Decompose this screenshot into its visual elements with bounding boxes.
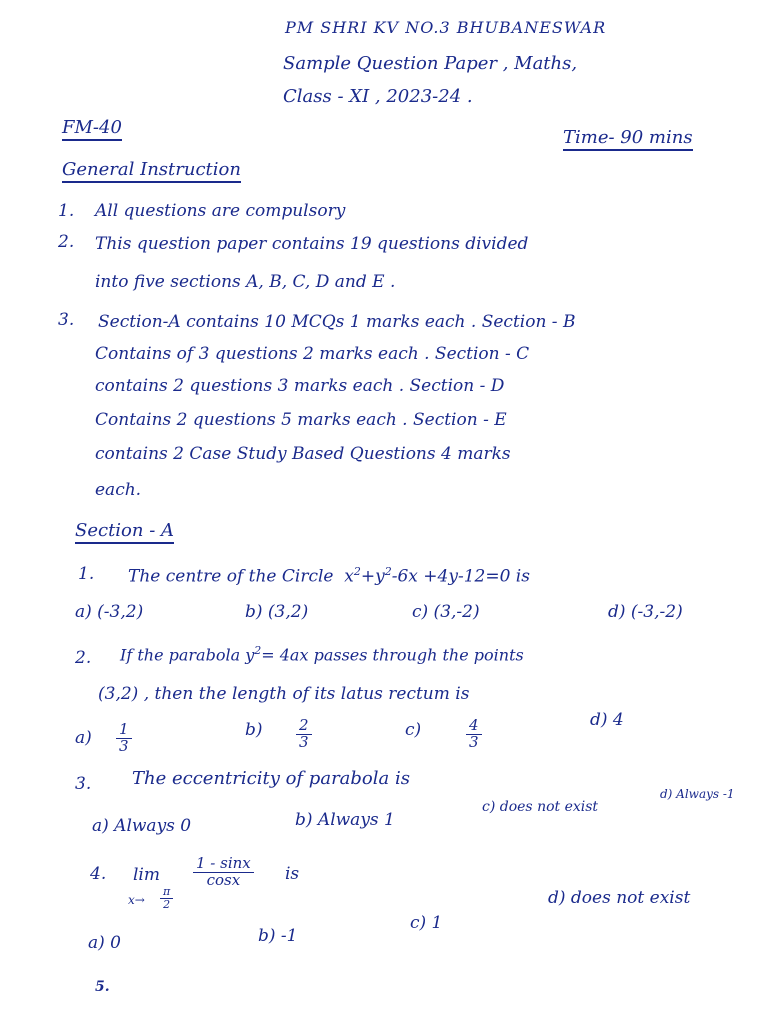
instruction-number: 1.: [58, 201, 75, 221]
q3-option-c: c) does not exist: [482, 799, 599, 815]
instruction-number: 2.: [58, 232, 75, 252]
q4-lim-fraction: $\frac{\pi}{2}$: [160, 886, 173, 910]
q2-line1: If the parabola $y^2= 4ax$ passes through the points: [120, 644, 524, 665]
q2-option-a-fraction: $\frac{1}{3}$: [116, 722, 132, 755]
instruction-line: All questions are compulsory: [95, 201, 346, 221]
time-allowed: Time- 90 mins: [563, 129, 693, 151]
q4-option-c: c) 1: [410, 913, 443, 933]
paper-title: Sample Question Paper , Maths,: [283, 53, 578, 74]
q4-option-d: d) does not exist: [548, 888, 691, 908]
q1-option-a: a) (-3,2): [75, 602, 144, 622]
instruction-line: Contains of 3 questions 2 marks each . Section - C: [95, 344, 530, 364]
instruction-line: This question paper contains 19 questions divided: [95, 234, 529, 254]
q4-lim-subscript: x→: [128, 893, 145, 907]
q4-option-a: a) 0: [88, 933, 121, 953]
q3-option-a: a) Always 0: [92, 816, 192, 836]
section-a-heading: Section - A: [75, 522, 174, 544]
q2-option-d: d) 4: [590, 710, 624, 730]
q1-option-c: c) (3,-2): [412, 602, 480, 622]
q1-text: The centre of the Circle $x^2+y^2-6x +4y-12=0$ is: [128, 565, 530, 587]
class-year: Class - XI , 2023-24 .: [283, 86, 473, 107]
q4-option-b: b) -1: [258, 926, 298, 946]
q1-option-b: b) (3,2): [245, 602, 309, 622]
q2-option-c-fraction: $\frac{4}{3}$: [466, 718, 482, 751]
instruction-line: into five sections A, B, C, D and E .: [95, 272, 396, 292]
question-number: 2.: [75, 648, 92, 668]
instruction-line: Section-A contains 10 MCQs 1 marks each . Section - B: [98, 312, 576, 332]
q3-text: The eccentricity of parabola is: [132, 768, 410, 789]
q2-option-label: b): [245, 720, 263, 740]
instruction-number: 3.: [58, 310, 75, 330]
q2-option-label: c): [405, 720, 422, 740]
q3-option-d: d) Always -1: [660, 787, 735, 801]
instruction-line: contains 2 Case Study Based Questions 4 marks: [95, 444, 511, 464]
q2-option-label: a): [75, 728, 92, 748]
q1-option-d: d) (-3,-2): [608, 602, 683, 622]
full-marks: FM-40: [62, 119, 122, 141]
q2-line2: (3,2) , then the length of its latus rectum is: [98, 684, 470, 704]
question-number: 1.: [78, 564, 95, 584]
q4-fraction: $\frac{1 - \sin x}{\cos x}$: [193, 856, 254, 889]
instruction-line: Contains 2 questions 5 marks each . Section - E: [95, 410, 507, 430]
q3-option-b: b) Always 1: [295, 810, 395, 830]
q2-option-b-fraction: $\frac{2}{3}$: [296, 718, 312, 751]
instruction-line: each.: [95, 480, 142, 500]
q4-tail: is: [285, 864, 300, 884]
question-number: 3.: [75, 774, 92, 794]
q4-lim: lim: [133, 865, 160, 885]
next-question-number: 5.: [95, 979, 110, 995]
question-number: 4.: [90, 864, 107, 884]
instructions-heading: General Instruction: [62, 161, 241, 183]
school-name: PM SHRI KV NO.3 BHUBANESWAR: [285, 18, 607, 37]
instruction-line: contains 2 questions 3 marks each . Section - D: [95, 376, 505, 396]
